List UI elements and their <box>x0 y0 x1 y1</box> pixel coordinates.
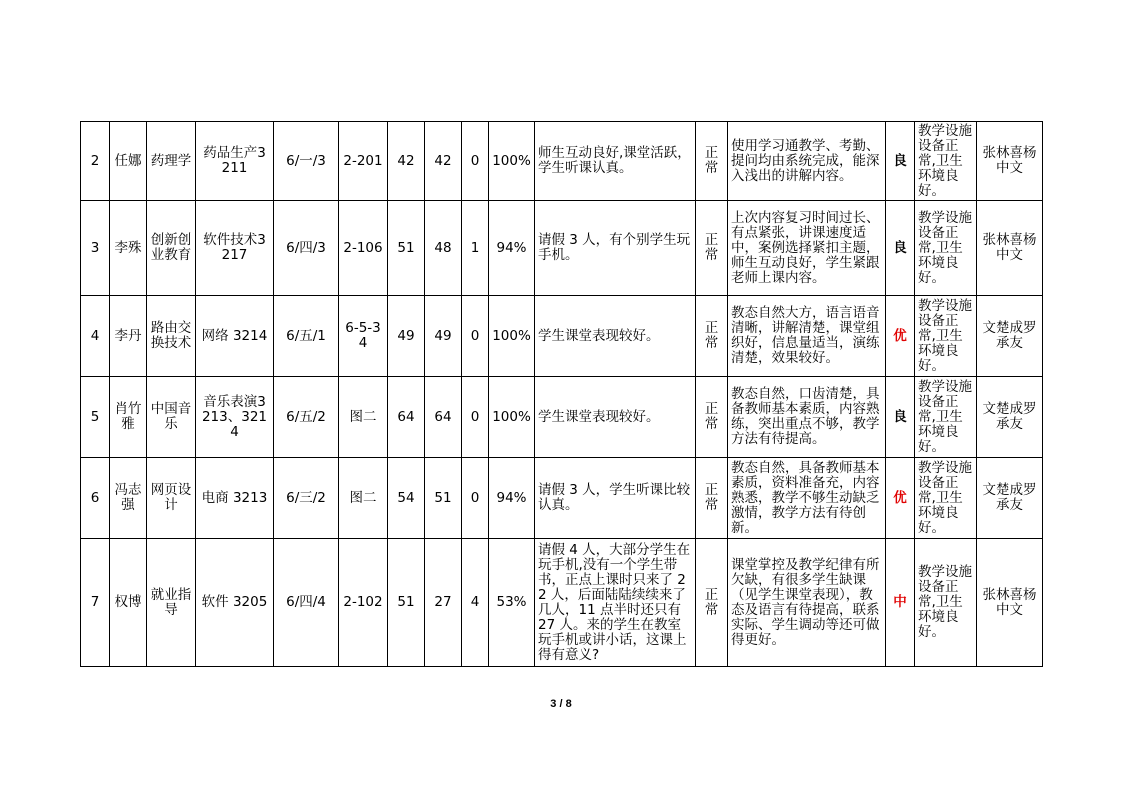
equipment-status: 教学设施设备正常,卫生环境良好。 <box>915 458 977 539</box>
teacher-name: 冯志强 <box>110 458 147 539</box>
teaching-comment: 教态自然，具备教师基本素质，资料准备充，内容熟悉，教学不够生动缺乏激情，教学方法有待创新。 <box>728 458 886 539</box>
course-name: 就业指导 <box>147 539 196 667</box>
enrolled-count: 51 <box>388 201 425 296</box>
leave-count: 0 <box>462 377 489 458</box>
class-name: 电商 3213 <box>196 458 274 539</box>
class-status: 正常 <box>696 539 728 667</box>
class-status: 正常 <box>696 122 728 201</box>
teacher-name: 任娜 <box>110 122 147 201</box>
equipment-status: 教学设施设备正常,卫生环境良好。 <box>915 122 977 201</box>
grade: 良 <box>886 377 915 458</box>
equipment-status: 教学设施设备正常,卫生环境良好。 <box>915 296 977 377</box>
leave-count: 4 <box>462 539 489 667</box>
student-performance: 学生课堂表现较好。 <box>535 377 696 458</box>
class-time: 6/三/2 <box>274 458 339 539</box>
equipment-status: 教学设施设备正常,卫生环境良好。 <box>915 377 977 458</box>
attendance-rate: 53% <box>489 539 535 667</box>
leave-count: 0 <box>462 122 489 201</box>
teaching-comment: 教态自然大方，语言语音清晰，讲解清楚，课堂组织好，信息量适当，演练清楚，效果较好。 <box>728 296 886 377</box>
row-number: 2 <box>81 122 110 201</box>
student-performance: 师生互动良好,课堂活跃，学生听课认真。 <box>535 122 696 201</box>
table-row <box>81 296 1043 377</box>
classroom: 2-201 <box>339 122 388 201</box>
equipment-status: 教学设施设备正常,卫生环境良好。 <box>915 539 977 667</box>
present-count: 64 <box>425 377 462 458</box>
classroom: 2-106 <box>339 201 388 296</box>
inspectors: 文楚成罗承友 <box>977 458 1043 539</box>
page-number: 3 / 8 <box>550 698 572 710</box>
leave-count: 1 <box>462 201 489 296</box>
present-count: 27 <box>425 539 462 667</box>
enrolled-count: 64 <box>388 377 425 458</box>
class-time: 6/一/3 <box>274 122 339 201</box>
class-status: 正常 <box>696 377 728 458</box>
row-number: 7 <box>81 539 110 667</box>
row-number: 4 <box>81 296 110 377</box>
table-row <box>81 201 1043 296</box>
table-row <box>81 122 1043 201</box>
class-status: 正常 <box>696 296 728 377</box>
enrolled-count: 51 <box>388 539 425 667</box>
attendance-rate: 100% <box>489 296 535 377</box>
row-number: 3 <box>81 201 110 296</box>
class-status: 正常 <box>696 458 728 539</box>
inspectors: 张林喜杨中文 <box>977 122 1043 201</box>
grade: 良 <box>886 201 915 296</box>
inspectors: 张林喜杨中文 <box>977 539 1043 667</box>
table-row <box>81 458 1043 539</box>
teacher-name: 权博 <box>110 539 147 667</box>
course-name: 药理学 <box>147 122 196 201</box>
teacher-name: 肖竹雅 <box>110 377 147 458</box>
class-name: 软件技术3217 <box>196 201 274 296</box>
class-status: 正常 <box>696 201 728 296</box>
class-name: 网络 3214 <box>196 296 274 377</box>
classroom: 图二 <box>339 377 388 458</box>
equipment-status: 教学设施设备正常,卫生环境良好。 <box>915 201 977 296</box>
classroom: 6-5-34 <box>339 296 388 377</box>
grade: 优 <box>886 296 915 377</box>
course-name: 中国音乐 <box>147 377 196 458</box>
attendance-rate: 94% <box>489 458 535 539</box>
student-performance: 请假 3 人，有个别学生玩手机。 <box>535 201 696 296</box>
class-time: 6/四/4 <box>274 539 339 667</box>
enrolled-count: 54 <box>388 458 425 539</box>
row-number: 5 <box>81 377 110 458</box>
inspectors: 文楚成罗承友 <box>977 377 1043 458</box>
enrolled-count: 49 <box>388 296 425 377</box>
attendance-rate: 100% <box>489 377 535 458</box>
course-name: 网页设计 <box>147 458 196 539</box>
inspection-table <box>80 121 1043 667</box>
leave-count: 0 <box>462 296 489 377</box>
teacher-name: 李丹 <box>110 296 147 377</box>
present-count: 42 <box>425 122 462 201</box>
present-count: 48 <box>425 201 462 296</box>
grade: 中 <box>886 539 915 667</box>
class-name: 软件 3205 <box>196 539 274 667</box>
row-number: 6 <box>81 458 110 539</box>
class-name: 音乐表演3213、3214 <box>196 377 274 458</box>
table-row <box>81 377 1043 458</box>
attendance-rate: 100% <box>489 122 535 201</box>
present-count: 51 <box>425 458 462 539</box>
teaching-comment: 上次内容复习时间过长、有点紧张，讲课速度适中，案例选择紧扣主题，师生互动良好，学生紧跟老师上课内容。 <box>728 201 886 296</box>
leave-count: 0 <box>462 458 489 539</box>
classroom: 图二 <box>339 458 388 539</box>
teaching-comment: 教态自然，口齿清楚，具备教师基本素质，内容熟练，突出重点不够，教学方法有待提高。 <box>728 377 886 458</box>
class-time: 6/四/3 <box>274 201 339 296</box>
grade: 优 <box>886 458 915 539</box>
course-name: 创新创业教育 <box>147 201 196 296</box>
student-performance: 请假 4 人，大部分学生在玩手机,没有一个学生带书，正点上课时只来了 22 人，后面陆陆续续来了几人，11 点半时还只有 27 人。来的学生在教室玩手机或讲小话，这课上得有意义? <box>535 539 696 667</box>
teaching-comment: 课堂掌控及教学纪律有所欠缺，有很多学生缺课（见学生课堂表现），教态及语言有待提高，联系实际、学生调动等还可做得更好。 <box>728 539 886 667</box>
classroom: 2-102 <box>339 539 388 667</box>
table-row <box>81 539 1043 667</box>
teacher-name: 李殊 <box>110 201 147 296</box>
present-count: 49 <box>425 296 462 377</box>
class-time: 6/五/2 <box>274 377 339 458</box>
enrolled-count: 42 <box>388 122 425 201</box>
student-performance: 学生课堂表现较好。 <box>535 296 696 377</box>
teaching-comment: 使用学习通教学、考勤、提问均由系统完成，能深入浅出的讲解内容。 <box>728 122 886 201</box>
grade: 良 <box>886 122 915 201</box>
inspectors: 文楚成罗承友 <box>977 296 1043 377</box>
attendance-rate: 94% <box>489 201 535 296</box>
student-performance: 请假 3 人，学生听课比较认真。 <box>535 458 696 539</box>
course-name: 路由交换技术 <box>147 296 196 377</box>
class-name: 药品生产3211 <box>196 122 274 201</box>
inspectors: 张林喜杨中文 <box>977 201 1043 296</box>
class-time: 6/五/1 <box>274 296 339 377</box>
